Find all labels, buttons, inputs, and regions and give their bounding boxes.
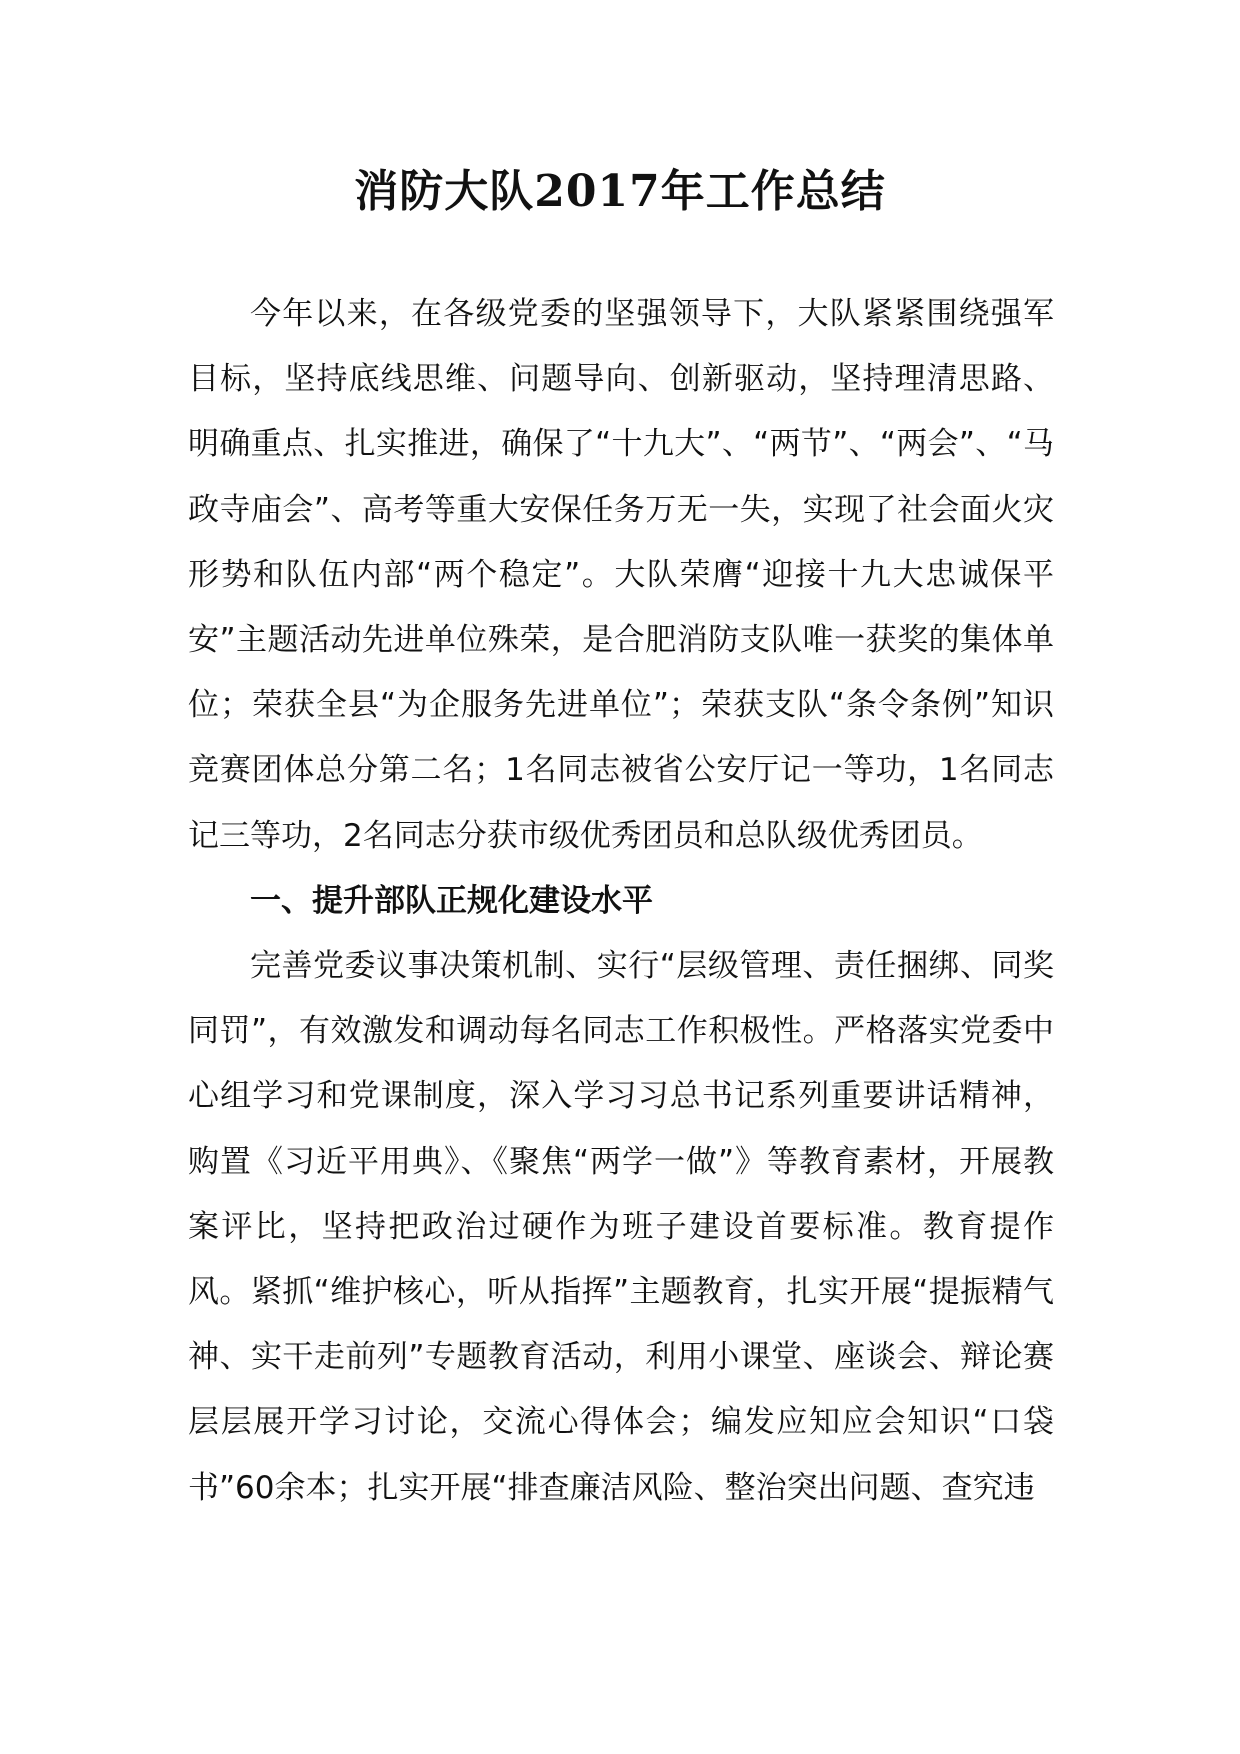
document-body <box>188 282 1054 1521</box>
section-heading: 一、提升部队正规化建设水平 <box>250 882 653 919</box>
document-title: 消防大队2017年工作总结 <box>354 166 886 217</box>
intro-paragraph: 今年以来，在各级党委的坚强领导下，大队紧紧围绕强军目标，坚持底线思维、问题导向、创新驱动，坚持理清思路、明确重点、扎实推进，确保了“十九大”、“两节”、“两会”、“马政寺庙会”、高考等重大安保任务万无一失，实现了社会面火灾形势和队伍内部“两个稳定”。大队荣膺“迎接十九大忠诚保平安”主题活动先进单位殊荣，是合肥消防支队唯一获奖的集体单位；荣获全县“为企服务先进单位”；荣获支队“条令条例”知识竞赛团体总分第二名；1名同志被省公安厅记一等功，1名同志记三等功，2名同志分获市级优秀团员和总队级优秀团员。 <box>188 296 1054 854</box>
section-paragraph: 完善党委议事决策机制、实行“层级管理、责任捆绑、同奖同罚”，有效激发和调动每名同志工作积极性。严格落实党委中心组学习和党课制度，深入学习习总书记系列重要讲话精神，购置《习近平用典》、《聚焦“两学一做”》等教育素材，开展教案评比，坚持把政治过硬作为班子建设首要标准。教育提作风。紧抓“维护核心，听从指挥”主题教育，扎实开展“提振精气神、实干走前列”专题教育活动，利用小课堂、座谈会、辩论赛层层展开学习讨论，交流心得体会；编发应知应会知识“口袋书”60余本；扎实开展“排查廉洁风险、整治突出问题、查究违 <box>188 948 1054 1506</box>
